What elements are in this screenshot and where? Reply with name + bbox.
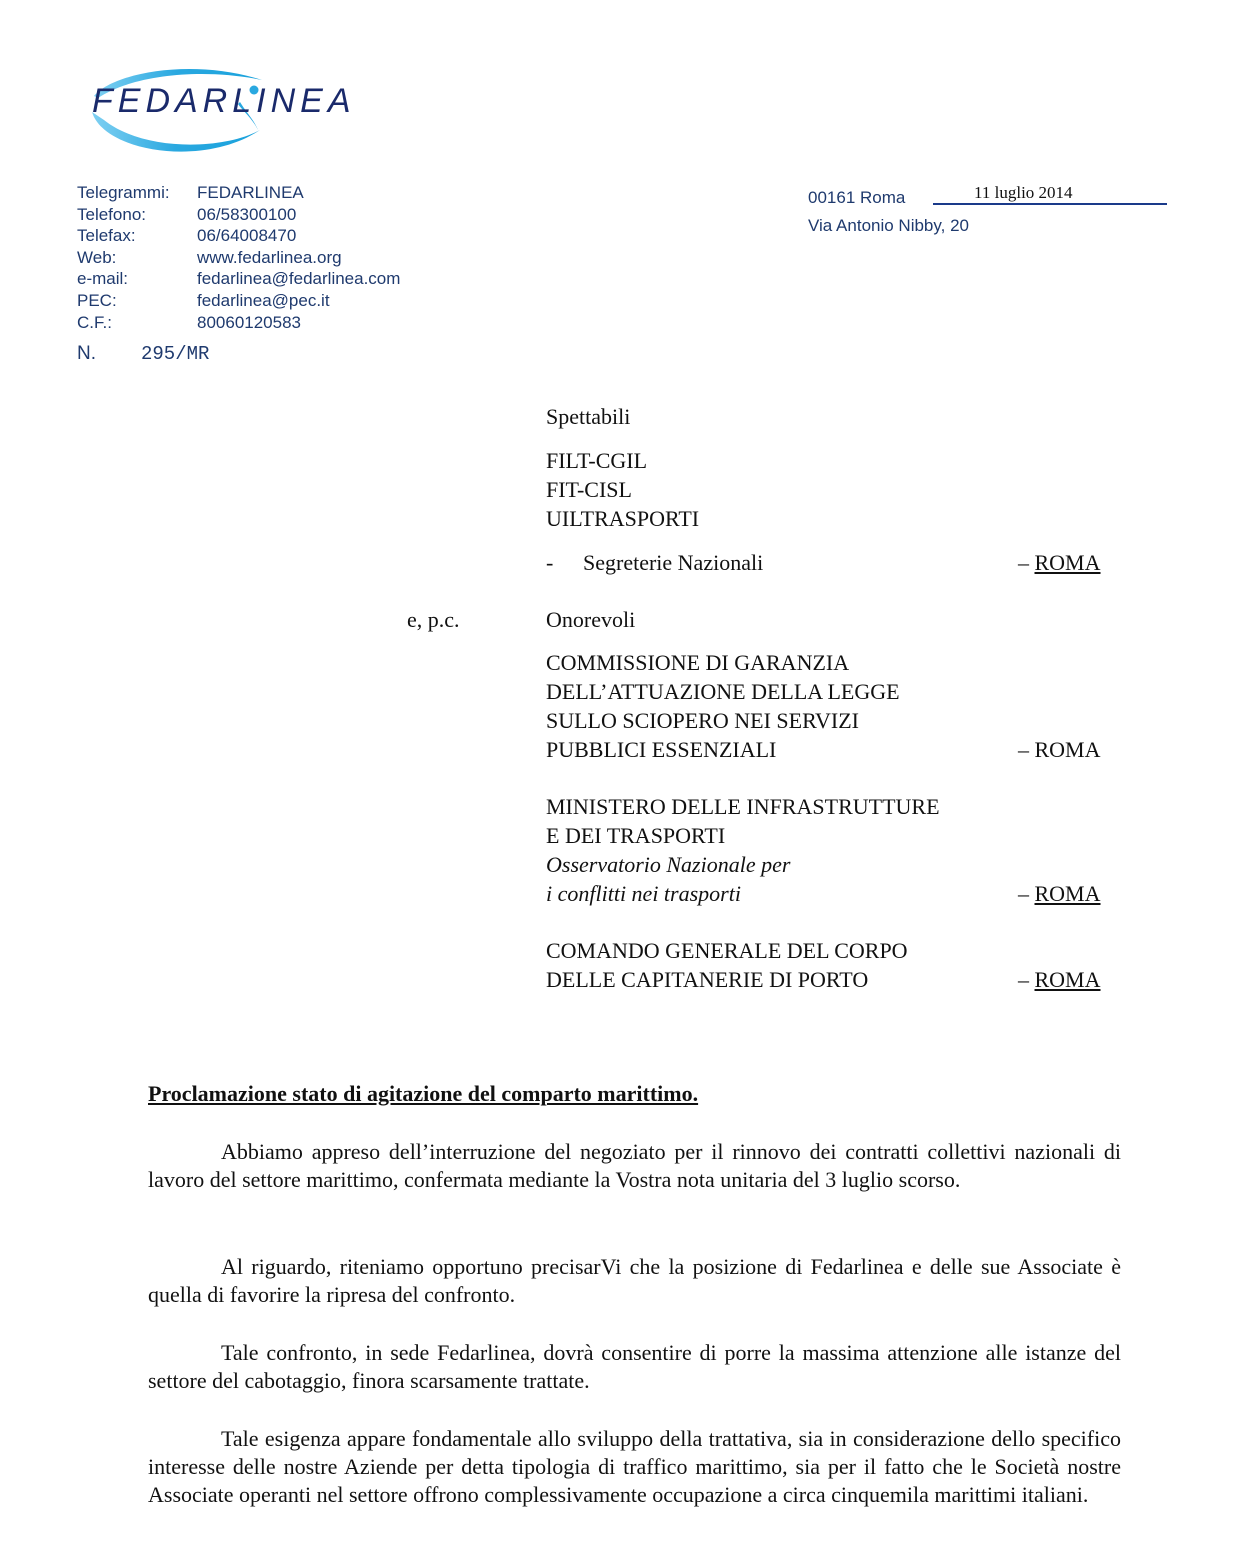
contact-label: Telegrammi: [77,183,170,202]
place: 00161 Roma [808,188,906,207]
recipient-city [1018,881,1101,907]
date-rule [933,203,1167,205]
department-name: Segreterie Nazionali [583,550,764,575]
recipient-city [1018,967,1101,993]
address: Via Antonio Nibby, 20 [808,216,969,235]
contact-row [77,204,400,226]
contact-value: 06/64008470 [197,226,297,246]
protocol-number [77,343,209,365]
fedarlinea-logo [84,60,374,165]
contact-label: C.F.: [77,312,112,332]
contact-label: PEC: [77,290,117,310]
recipient-union: FIT-CISL [546,477,632,502]
city-dash: – [1018,550,1035,575]
contact-row [77,268,400,290]
letter-date: 11 luglio 2014 [974,183,1073,202]
city-name: ROMA [1034,550,1101,575]
unions-department [546,550,763,576]
recipient-commission: DELL’ATTUAZIONE DELLA LEGGE [546,679,900,704]
body-paragraph: Abbiamo appreso dell’interruzione del negoziato per il rinnovo dei contratti collettivi nazionali di lavoro del settore marittimo, confermata mediante la Vostra nota unitaria del 3 luglio scorso. [148,1139,1121,1193]
body-paragraph: Tale esigenza appare fondamentale allo sviluppo della trattativa, sia in considerazione dello specifico interesse delle nostre Aziende per detta tipologia di traffico marittimo, sia per il fatto che le Società nostre Associate operanti nel settore offrono complessivamente occupazione a circa cinquemila marittimi italiani. [148,1426,1121,1508]
contact-row [77,182,400,204]
contact-label: Telefono: [77,204,146,224]
contact-block [77,182,400,333]
contact-label: Web: [77,247,117,267]
contact-value: FEDARLINEA [197,183,304,202]
salutation: Spettabili [546,404,631,429]
recipient-union: UILTRASPORTI [546,506,700,531]
recipient-city: – ROMA [1018,737,1101,762]
list-dash: - [546,550,554,575]
recipient-city [1018,550,1101,576]
recipient-ministry-office: Osservatorio Nazionale per [546,852,791,877]
recipient-command: COMANDO GENERALE DEL CORPO [546,938,908,963]
recipient-command: DELLE CAPITANERIE DI PORTO [546,967,869,992]
logo-text: FEDARLINEA [92,82,356,120]
city-name: ROMA [1034,881,1101,906]
recipient-union: FILT-CGIL [546,448,648,473]
protocol-value: 295/MR [141,343,210,365]
contact-value: fedarlinea@fedarlinea.com [197,269,401,289]
contact-value: fedarlinea@pec.it [197,290,330,310]
recipient-ministry-office: i conflitti nei trasporti [546,881,741,906]
contact-value: 06/58300100 [197,204,297,224]
body-paragraph: Al riguardo, riteniamo opportuno precisarVi che la posizione di Fedarlinea e delle sue Associate è quella di favorire la ripresa del confronto. [148,1254,1121,1308]
recipient-ministry: E DEI TRASPORTI [546,823,726,848]
recipient-commission: SULLO SCIOPERO NEI SERVIZI [546,708,859,733]
protocol-label: N. [77,343,96,364]
contact-value: 80060120583 [197,312,302,332]
city-dash: – [1018,881,1035,906]
contact-row [77,290,400,312]
contact-label: Telefax: [77,226,136,246]
body-paragraph: Tale confronto, in sede Fedarlinea, dovrà consentire di porre la massima attenzione alle istanze del settore del cabotaggio, finora scarsamente trattate. [148,1340,1121,1394]
recipient-commission: PUBBLICI ESSENZIALI [546,737,777,762]
recipient-ministry: MINISTERO DELLE INFRASTRUTTURE [546,794,940,819]
contact-row [77,225,400,247]
contact-value: www.fedarlinea.org [197,247,342,267]
cc-label: e, p.c. [407,607,460,632]
contact-row [77,312,400,334]
city-name: ROMA [1034,967,1101,992]
city-dash: – [1018,967,1035,992]
letter-subject: Proclamazione stato di agitazione del comparto marittimo. [148,1081,699,1106]
cc-salutation: Onorevoli [546,607,636,632]
recipient-commission: COMMISSIONE DI GARANZIA [546,650,850,675]
contact-row [77,247,400,269]
contact-label: e-mail: [77,269,129,289]
